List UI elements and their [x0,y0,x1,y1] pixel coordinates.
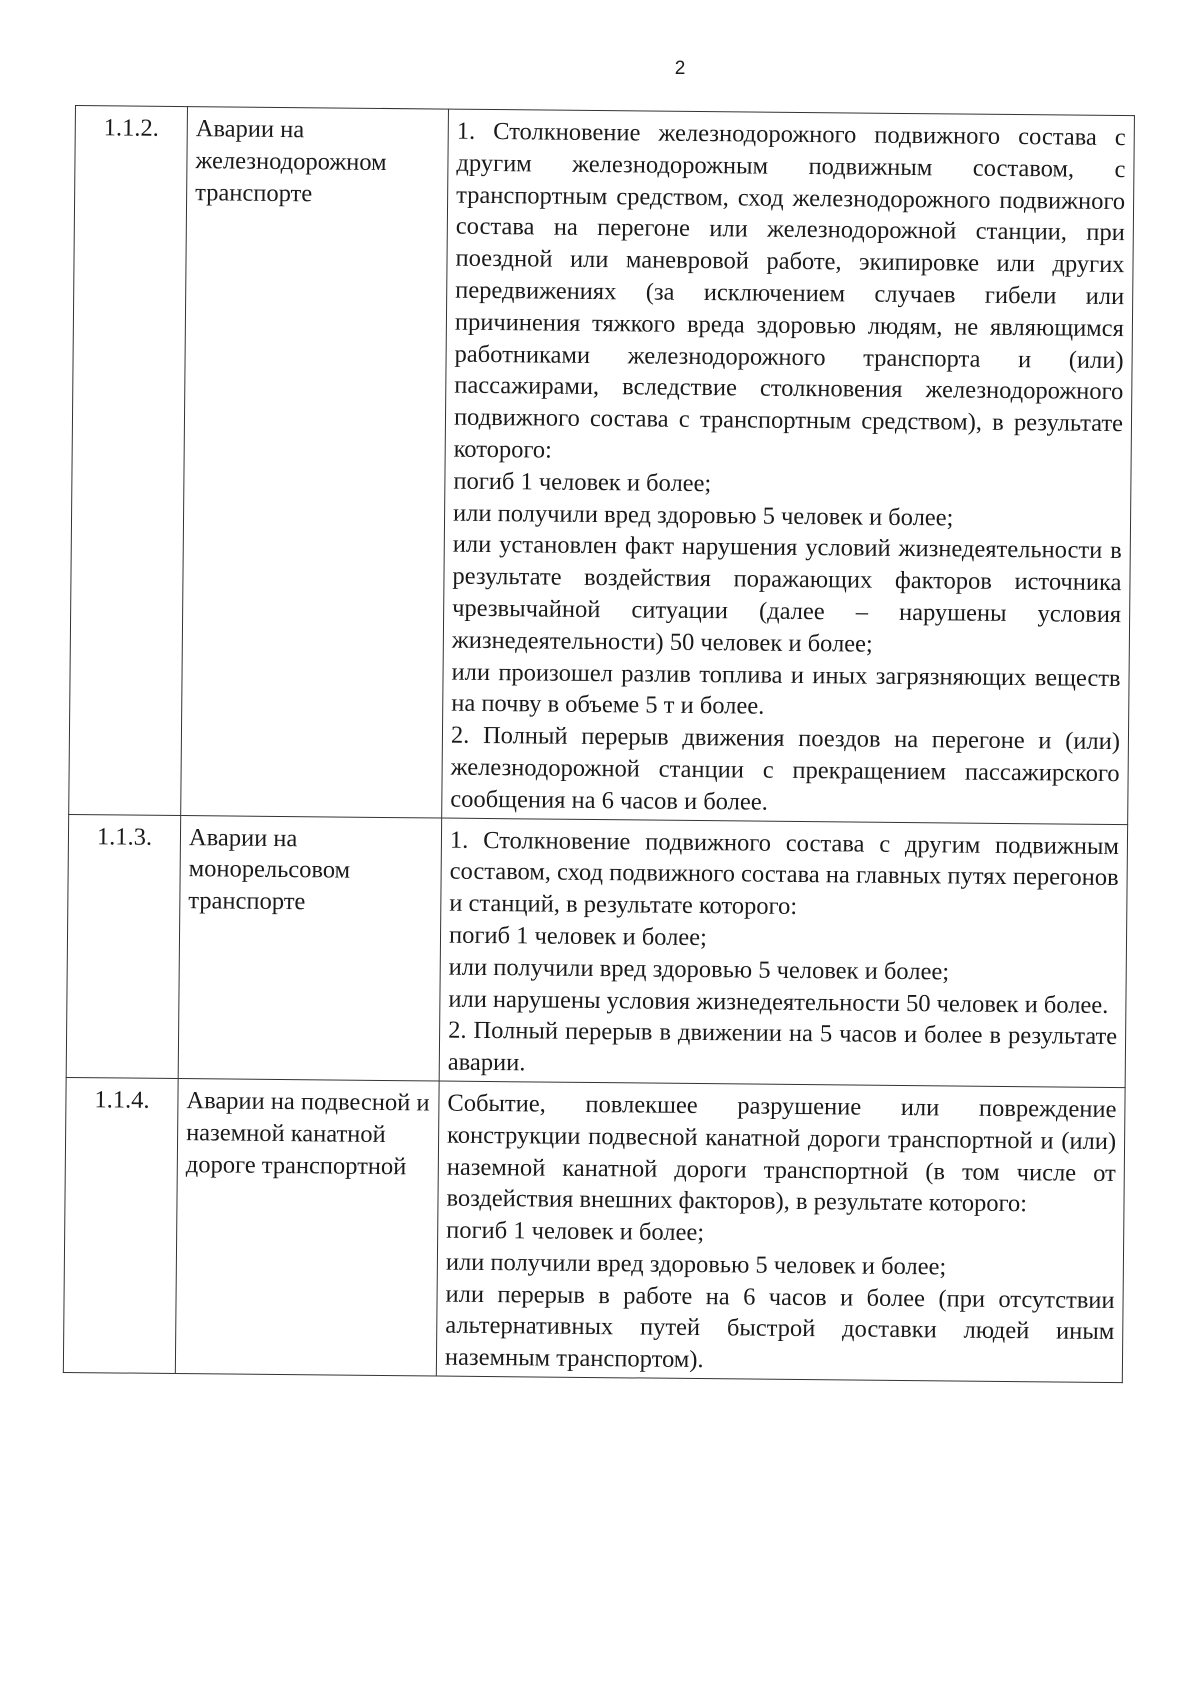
table-row [69,106,1135,825]
criteria-paragraph: или получили вред здоровью 5 человек и более; [452,499,954,532]
incident-type: Аварии на железнодорожном транспорте [181,107,449,818]
criteria-paragraph: 2. Полный перерыв движения поездов на перегоне и (или) железнодорожной станции с прекращением пассажирского сообщения на 6 часов и более. [450,721,1121,816]
row-number: 1.1.3. [66,814,181,1078]
criteria-paragraph: 2. Полный перерыв в движении на 5 часов и более в результате аварии. [447,1016,1118,1077]
criteria-paragraph: погиб 1 человек и более; [446,1216,705,1247]
row-number: 1.1.2. [69,106,188,816]
criteria-paragraph: погиб 1 человек и более; [453,467,712,497]
criteria-paragraph: или перерыв в работе на 6 часов и более (при отсутствии альтернативных путей быстрой доставки людей иным наземным транспортом). [444,1280,1115,1374]
incident-type: Аварии на подвесной и наземной канатной дороге транспортной [175,1078,439,1376]
criteria-paragraph: Событие, повлекшее разрушение или повреждение конструкции подвесной канатной дороги транспортной и (или) наземной канатной дороги транспортной (в том числе от воздействия внешних факторов), в результате которого: [446,1089,1117,1218]
criteria-paragraph: 1. Столкновение железнодорожного подвижного состава с другим железнодорожным подвижным составом, с транспортным средством, сход железнодорожного подвижного состава на перегоне или железнодорожной станции, при поездной или маневровой работе, экипировке или других передвижениях (за исключением случаев гибели или причинения тяжкого вреда здоровью людям, не являющимся работниками железнодорожного транспорта и (или) пассажирами, вследствие столкновения железнодорожного подвижного состава с транспортным средством), в результате которого: [453,117,1126,464]
criteria-paragraph: или установлен факт нарушения условий жизнедеятельности в результате воздействия поражающих факторов источника чрезвычайной ситуации (далее – нарушены условия жизнедеятельности) 50 человек и более; [451,531,1122,658]
incident-classification-table [63,105,1135,1383]
incident-criteria [442,109,1135,824]
row-number: 1.1.4. [63,1077,178,1373]
criteria-paragraph: или произошел разлив топлива и иных загрязняющих веществ на почву в объеме 5 т и более. [451,658,1121,720]
incident-type: Аварии на монорельсовом транспорте [178,815,442,1081]
incident-criteria [436,1081,1125,1383]
incident-criteria [439,818,1127,1088]
criteria-paragraph: или получили вред здоровью 5 человек и более; [448,953,950,986]
table-row [63,1077,1125,1382]
page-number: 2 [674,58,686,79]
table-row [66,814,1127,1088]
criteria-paragraph: погиб 1 человек и более; [448,921,708,952]
criteria-paragraph: 1. Столкновение подвижного состава с другим подвижным составом, сход подвижного состава на главных путях перегонов и станций, в результате которого: [449,826,1120,921]
criteria-paragraph: или нарушены условия жизнедеятельности 50 человек и более. [448,985,1109,1019]
criteria-paragraph: или получили вред здоровью 5 человек и более; [445,1248,947,1281]
